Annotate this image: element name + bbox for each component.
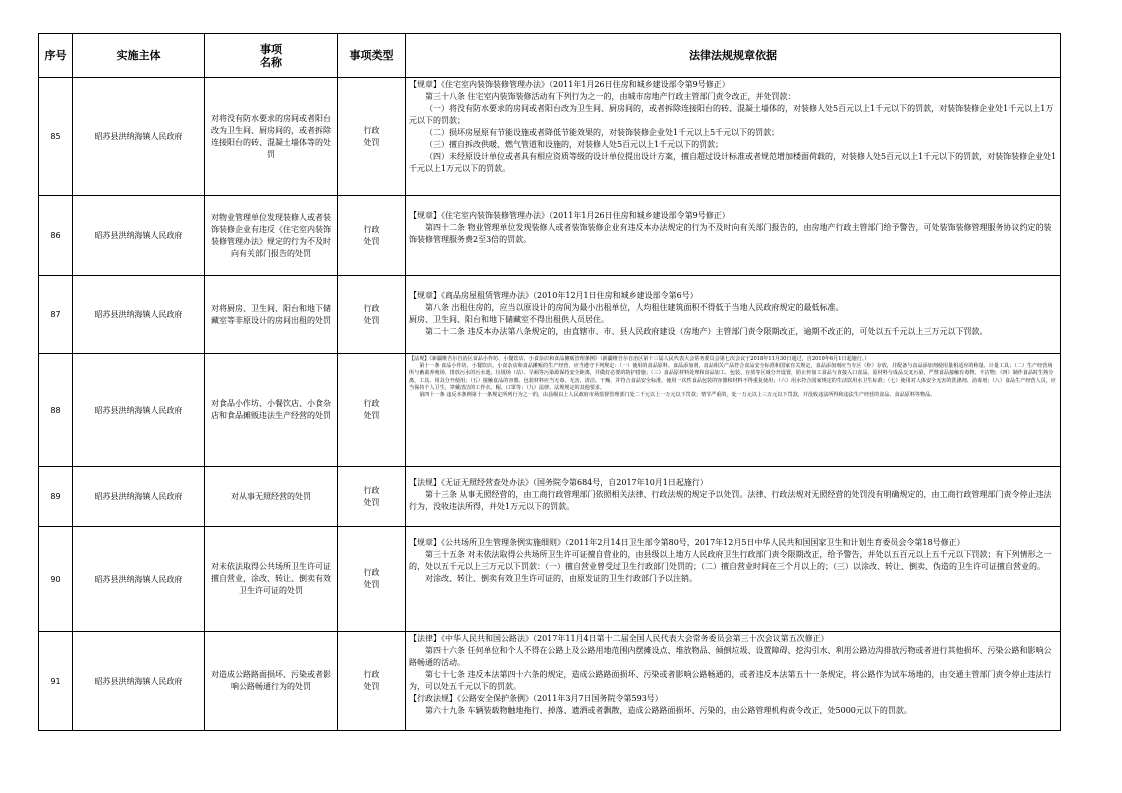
row-basis bbox=[406, 467, 1061, 527]
basis-article-line: 第三十八条 住宅室内装饰装修活动有下列行为之一的，由城市房地产行政主管部门责令改正，并处罚款： bbox=[425, 92, 796, 101]
table-row bbox=[39, 467, 1061, 527]
basis-article-line: 对涂改、转让、倒卖有效卫生许可证的，由原发证的卫生行政部门予以注销。 bbox=[425, 574, 697, 583]
row-item-type-line2: 处罚 bbox=[363, 315, 380, 325]
basis-source-line: 【规章】《公共场所卫生管理条例实施细则》（2011年2月14日卫生部令第80号，2017年12月5日中华人民共和国国家卫生和计划生育委员会令第18号修正） bbox=[409, 538, 965, 547]
basis-source-line: 【行政法规】《公路安全保护条例》（2011年3月7日国务院令第593号） bbox=[409, 694, 663, 703]
table-row bbox=[39, 527, 1061, 632]
row-item-name: 对物业管理单位发现装修人或者装饰装修企业有违反《住宅室内装饰装修管理办法》规定的行为不及时向有关部门报告的处罚 bbox=[205, 196, 338, 276]
basis-source-line: 【规章】《住宅室内装饰装修管理办法》（2011年1月26日住房和城乡建设部令第9号修正） bbox=[409, 211, 730, 220]
row-entity: 昭苏县洪纳海镇人民政府 bbox=[73, 527, 205, 632]
basis-clause-line: （一）将没有防水要求的房间或者阳台改为卫生间、厨房间的，或者拆除连接阳台的砖、混凝土墙体的，对装修人处5百元以上1千元以下的罚款，对装饰装修企业处1千元以上1万元以下的罚款； bbox=[409, 104, 1054, 125]
row-item-name: 对从事无照经营的处罚 bbox=[205, 467, 338, 527]
row-item-type-line2: 处罚 bbox=[363, 580, 380, 589]
row-item-name: 对造成公路路面损坏、污染或者影响公路畅通行为的处罚 bbox=[205, 632, 338, 731]
header-item-name-line2: 名称 bbox=[260, 55, 282, 69]
row-item-type-line2: 处罚 bbox=[363, 497, 380, 507]
basis-source-line: 【法规】《无证无照经营查处办法》（国务院令第684号，自2017年10月1日起施行） bbox=[409, 478, 708, 487]
basis-article-line: 第四十二条 物业管理单位发现装修人或者装饰装修企业有违反本办法规定的行为不及时向有关部门报告的，由房地产行政主管部门给予警告，可处装饰装修管理服务协议约定的装饰装修管理服务费2至3倍的罚款。 bbox=[409, 223, 1052, 244]
row-basis bbox=[406, 276, 1061, 354]
row-item-name: 对食品小作坊、小餐饮店、小食杂店和食品摊贩违法生产经营的处罚 bbox=[205, 354, 338, 467]
row-item-type bbox=[338, 467, 406, 527]
basis-article-line: 第四十六条 任何单位和个人不得在公路上及公路用地范围内摆摊设点、堆放物品、倾倒垃圾、设置障碍、挖沟引水、利用公路边沟排放污物或者进行其他损坏、污染公路和影响公路畅通的活动。 bbox=[409, 646, 1052, 667]
header-basis: 法律法规规章依据 bbox=[406, 34, 1061, 78]
row-item-type bbox=[338, 632, 406, 731]
header-num: 序号 bbox=[39, 34, 73, 78]
row-item-type-line2: 处罚 bbox=[363, 137, 380, 147]
header-entity: 实施主体 bbox=[73, 34, 205, 78]
basis-article-line: 第六十九条 车辆装载物触地拖行、掉落、遗洒或者飘散，造成公路路面损坏、污染的，由公路管理机构责令改正，处5000元以下的罚款。 bbox=[425, 706, 912, 715]
row-entity: 昭苏县洪纳海镇人民政府 bbox=[73, 467, 205, 527]
regulation-table bbox=[38, 33, 1061, 731]
row-item-type-line2: 处罚 bbox=[363, 411, 380, 420]
table-row bbox=[39, 354, 1061, 467]
basis-article-line: 第三十五条 对未依法取得公共场所卫生许可证擅自营业的，由县级以上地方人民政府卫生行政部门责令限期改正，给予警告，并处以五百元以上五千元以下罚款；有下列情形之一的，处以五千元以上三万元以下罚款：（一）擅自营业曾受过卫生行政部门处罚的；（二）擅自营业时间在三个月以上的；（三）以涂改、转让、倒卖、伪造的卫生许可证擅自营业的。 bbox=[409, 550, 1052, 571]
row-item-type-line2: 处罚 bbox=[363, 236, 380, 246]
row-item-type bbox=[338, 527, 406, 632]
basis-source-line: 【规章】《住宅室内装饰装修管理办法》（2011年1月26日住房和城乡建设部令第9号修正） bbox=[409, 80, 730, 89]
row-entity: 昭苏县洪纳海镇人民政府 bbox=[73, 78, 205, 196]
row-entity: 昭苏县洪纳海镇人民政府 bbox=[73, 276, 205, 354]
row-basis bbox=[406, 632, 1061, 731]
row-num: 89 bbox=[39, 467, 73, 527]
row-basis bbox=[406, 196, 1061, 276]
basis-article-line: 第二十二条 违反本办法第八条规定的，由直辖市、市、县人民政府建设（房地产）主管部门责令限期改正，逾期不改正的，可处以五千元以上三万元以下罚款。 bbox=[425, 327, 988, 336]
row-num: 87 bbox=[39, 276, 73, 354]
basis-clause-line: （三）擅自拆改供暖、燃气管道和设施的，对装修人处5百元以上1千元以下的罚款； bbox=[425, 140, 724, 149]
row-item-type-line1: 行政 bbox=[363, 399, 380, 408]
row-item-type-line1: 行政 bbox=[363, 303, 380, 313]
table-row bbox=[39, 276, 1061, 354]
row-entity: 昭苏县洪纳海镇人民政府 bbox=[73, 632, 205, 731]
basis-article-line: 第十一条 食品小作坊、小餐饮店、小食杂店和食品摊贩的生产经营，应当遵守下列规定：（一）使用的食品原料、食品添加剂、食品相关产品符合食品安全标准和国家有关规定，食品添加剂应当专区（柜）存放，并配备与食品添加剂使用量相适应的称量、计量工具；（二）生产经营场所与畜禽养殖场、排放污水的污水池、垃圾场（站）、旱厕等污染源保持安全距离，并做好必要的防护措施；（三）食品原材料处理和食品加工、包装、存放等区域分开设置，防止传加工食品与直接入口食品、原材料与成品交叉污染，严禁食品接触有毒物、不洁物；（四）制作食品时生熟分离，工具、用具分开使用；（五）接触食品的容器、包装材料应当无毒、无害、清洁、干燥，并符合食品安全标准，使用一次性食品包装的容器和材料不得重复使用；（六）用水符合国家规定的生活饮用水卫生标准；（七）使用对人体安全无害的洗涤剂、消毒剂；（八）食品生产经营人员，应当保持个人卫生，穿戴清洁的工作衣、帽、口罩等；（九）法律、法规规定的其他要求。 bbox=[409, 363, 1056, 391]
basis-article-line: 第十三条 从事无照经营的，由工商行政管理部门依照相关法律、行政法规的规定予以处罚。法律、行政法规对无照经营的处罚没有明确规定的，由工商行政管理部门责令停止违法行为，没收违法所得，并处1万元以下的罚款。 bbox=[409, 490, 1052, 511]
row-entity: 昭苏县洪纳海镇人民政府 bbox=[73, 196, 205, 276]
row-item-type bbox=[338, 276, 406, 354]
header-row bbox=[39, 34, 1061, 78]
table-row bbox=[39, 78, 1061, 196]
table-row bbox=[39, 632, 1061, 731]
row-item-type-line1: 行政 bbox=[363, 125, 380, 135]
basis-article-line: 第四十一条 违反本条例第十一条规定所列行为之一的，由县级以上人民政府市场监督管理部门处二千元以上一万元以下罚款；情节严重的，处一万元以上三万元以下罚款，并没收违法所得和违法生产经营的食品、食品原料等物品。 bbox=[419, 392, 936, 399]
row-num: 91 bbox=[39, 632, 73, 731]
row-num: 85 bbox=[39, 78, 73, 196]
basis-clause-line: （二）损坏房屋原有节能设施或者降低节能效果的，对装饰装修企业处1千元以上5千元以下的罚款； bbox=[425, 128, 780, 137]
basis-source-line: 【法律】《中华人民共和国公路法》（2017年11月4日第十二届全国人民代表大会常务委员会第三十次会议第五次修正） bbox=[409, 634, 829, 643]
basis-source-line: 【规章】《商品房屋租赁管理办法》（2010年12月1日住房和城乡建设部令第6号） bbox=[409, 291, 698, 300]
header-item-type: 事项类型 bbox=[338, 34, 406, 78]
row-basis bbox=[406, 78, 1061, 196]
row-item-type-line1: 行政 bbox=[363, 485, 380, 495]
row-item-type-line1: 行政 bbox=[363, 670, 380, 679]
basis-article-line: 第七十七条 违反本法第四十六条的规定，造成公路路面损坏、污染或者影响公路畅通的，或者违反本法第五十一条规定，将公路作为试车场地的，由交通主管部门责令停止违法行为，可以处五千元以下的罚款。 bbox=[409, 670, 1052, 691]
basis-article-line: 厨房、卫生间、阳台和地下储藏室不得出租供人员居住。 bbox=[409, 315, 609, 324]
row-item-name: 对未依法取得公共场所卫生许可证擅自营业，涂改、转让、倒卖有效卫生许可证的处罚 bbox=[205, 527, 338, 632]
row-item-type-line1: 行政 bbox=[363, 568, 380, 577]
table-row bbox=[39, 196, 1061, 276]
row-item-type-line2: 处罚 bbox=[363, 682, 380, 691]
row-num: 90 bbox=[39, 527, 73, 632]
row-num: 86 bbox=[39, 196, 73, 276]
header-item-name-line1: 事项 bbox=[260, 42, 282, 56]
row-item-type-line1: 行政 bbox=[363, 224, 380, 234]
basis-article-line: 第八条 出租住房的，应当以原设计的房间为最小出租单位，人均租住建筑面积不得低于当地人民政府规定的最低标准。 bbox=[425, 303, 844, 312]
row-basis bbox=[406, 354, 1061, 467]
row-entity: 昭苏县洪纳海镇人民政府 bbox=[73, 354, 205, 467]
row-item-name: 对将厨房、卫生间、阳台和地下储藏室等非原设计的房间出租的处罚 bbox=[205, 276, 338, 354]
row-item-type bbox=[338, 78, 406, 196]
basis-source-line: 【法规】《新疆维吾尔自治区食品小作坊、小餐饮店、小食杂店和食品摊贩管理条例》（新疆维吾尔自治区第十三届人民代表大会常务委员会第七次会议于2018年11月30日通过，自2019年6月1日起施行。） bbox=[409, 356, 870, 362]
row-item-type bbox=[338, 354, 406, 467]
row-item-type bbox=[338, 196, 406, 276]
basis-clause-line: （四）未经原设计单位或者具有相应资质等级的设计单位提出设计方案，擅自超过设计标准或者规范增加楼面荷载的，对装修人处5百元以上1千元以下的罚款，对装饰装修企业处1千元以上1万元以下的罚款。 bbox=[409, 152, 1057, 173]
row-item-name: 对将没有防水要求的房间或者阳台改为卫生间、厨房间的，或者拆除连接阳台的砖、混凝土墙体等的处罚 bbox=[205, 78, 338, 196]
row-basis bbox=[406, 527, 1061, 632]
row-num: 88 bbox=[39, 354, 73, 467]
header-item-name bbox=[205, 34, 338, 78]
